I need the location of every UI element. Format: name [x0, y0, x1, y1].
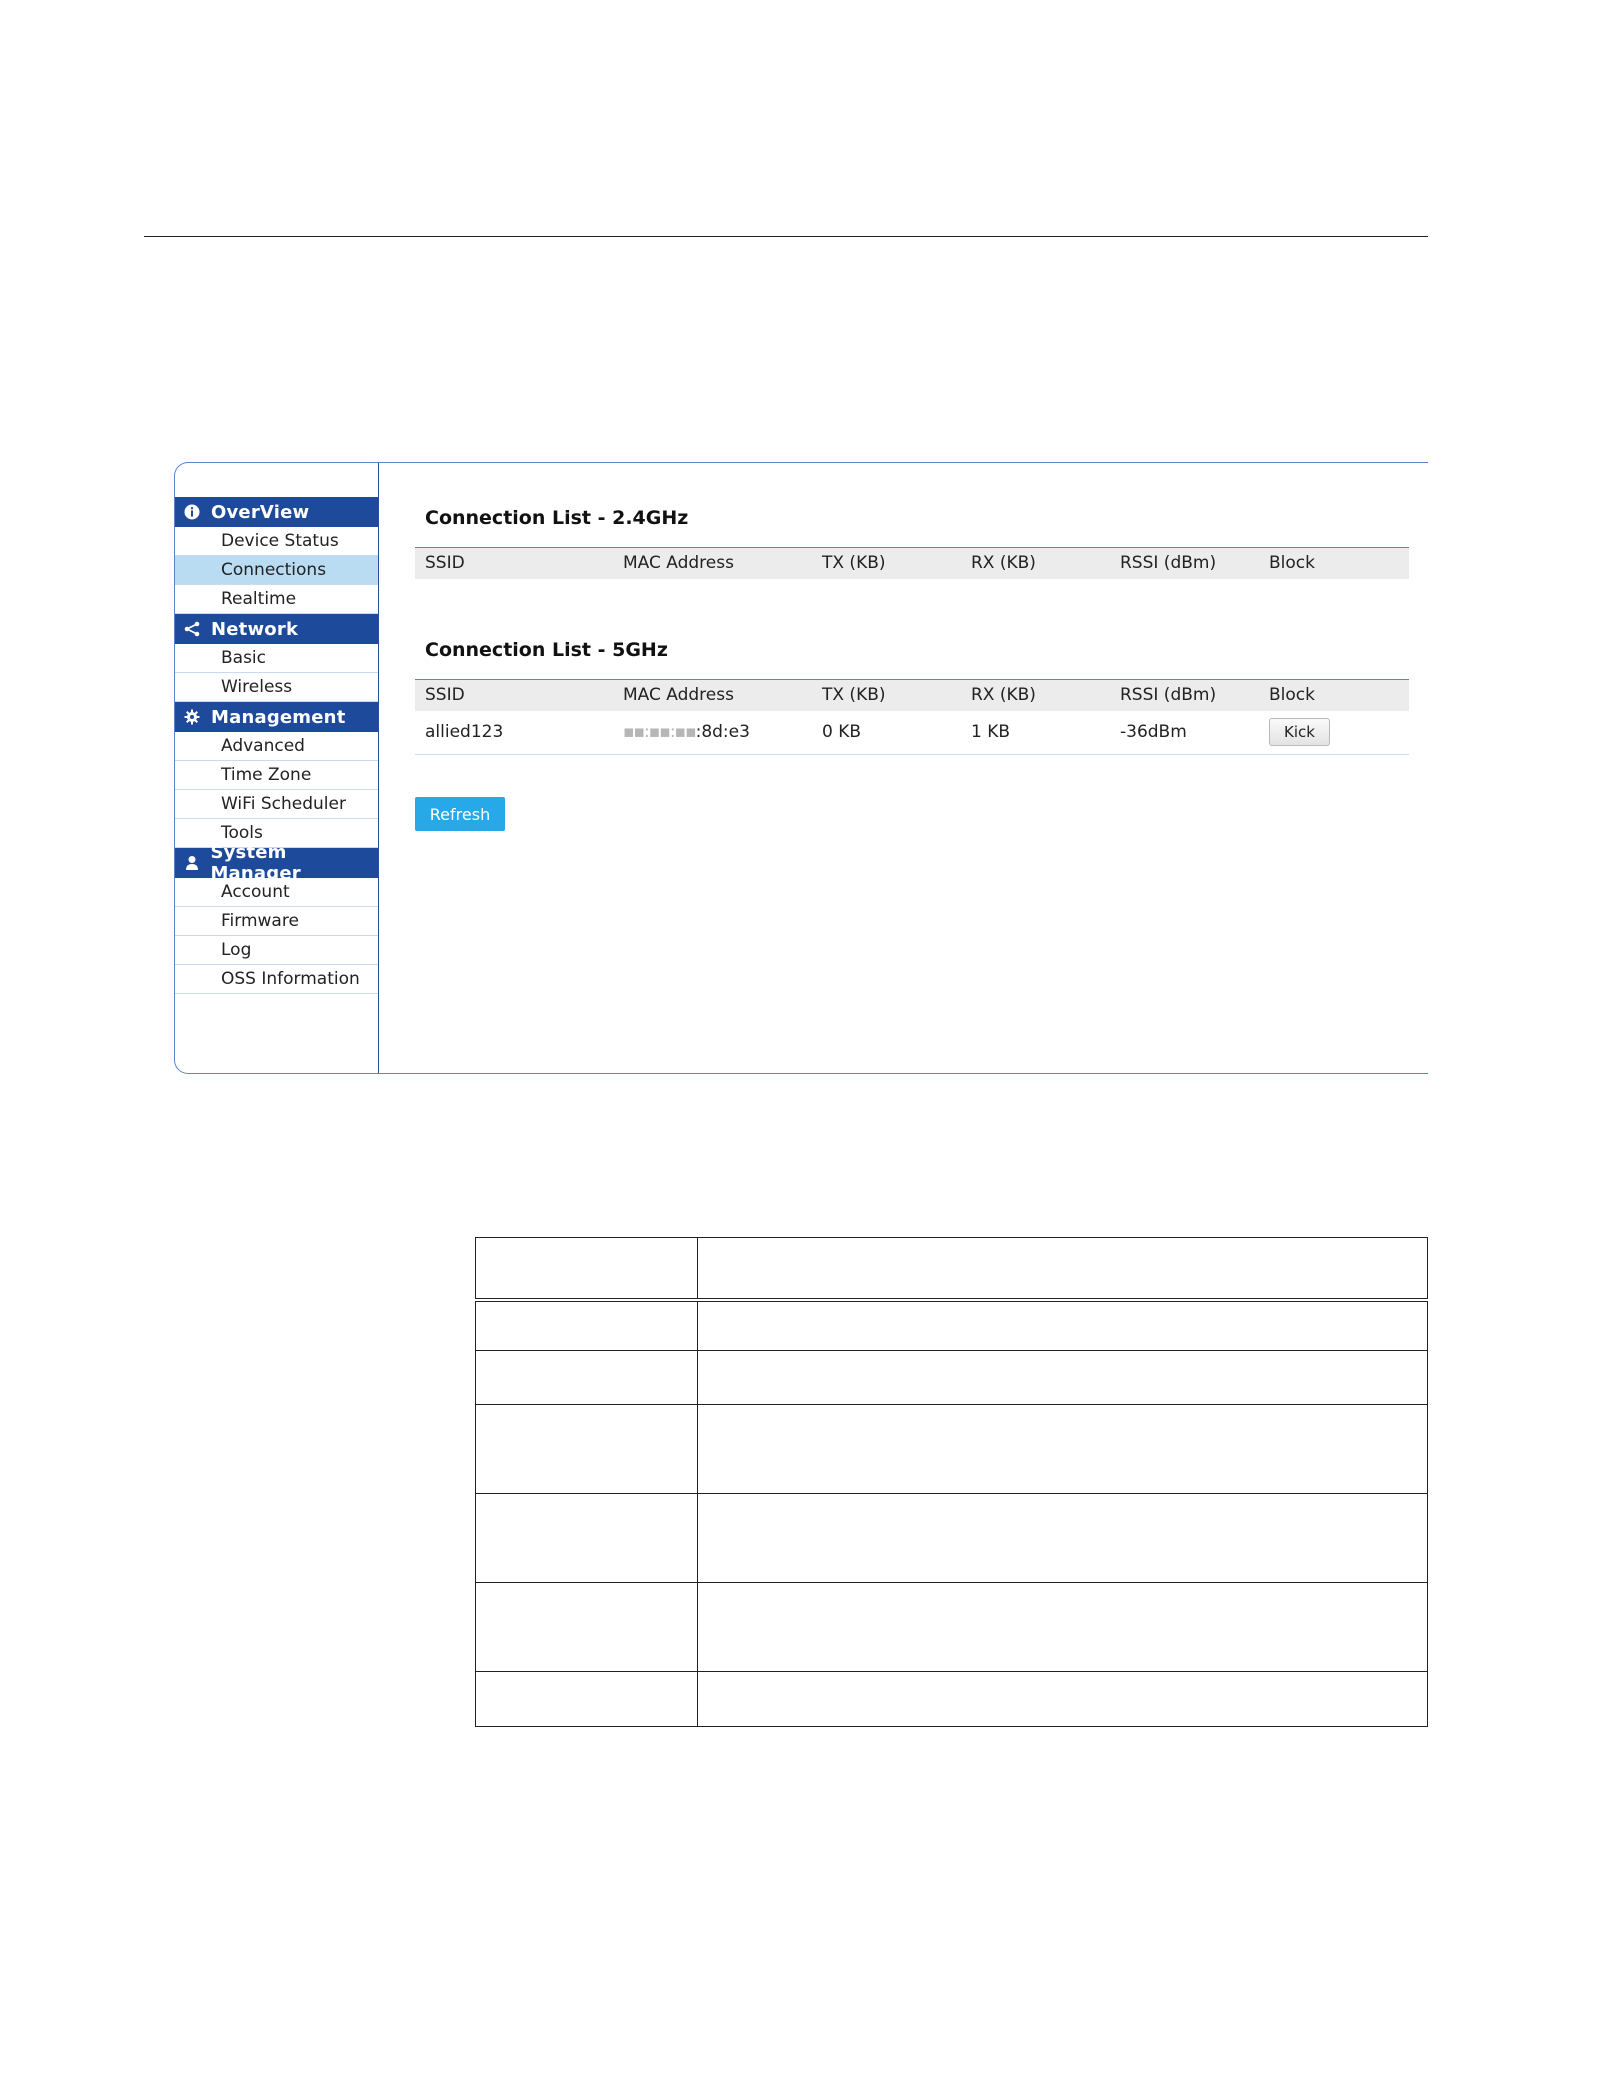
nav-group-management	[175, 702, 378, 848]
nav-group-overview	[175, 497, 378, 614]
sidebar-item-wireless[interactable]: Wireless	[175, 673, 378, 702]
table-cell	[476, 1405, 698, 1494]
sidebar-item-advanced[interactable]: Advanced	[175, 732, 378, 761]
col-tx: TX (KB)	[812, 548, 961, 579]
col-rssi: RSSI (dBm)	[1110, 548, 1259, 579]
table-row	[415, 711, 1409, 755]
table-header-row	[476, 1238, 1428, 1300]
parameter-table	[475, 1237, 1428, 1727]
table-row	[476, 1672, 1428, 1727]
nav-header-management[interactable]	[175, 702, 378, 732]
table-row	[476, 1583, 1428, 1672]
cell-ssid: allied123	[415, 711, 613, 755]
sidebar-top-spacer	[175, 463, 378, 497]
cell-rx: 1 KB	[961, 711, 1110, 755]
nav-header-label: OverView	[211, 501, 310, 523]
sidebar-item-basic[interactable]: Basic	[175, 644, 378, 673]
sidebar-item-device-status[interactable]: Device Status	[175, 527, 378, 556]
cell-mac-address	[613, 711, 812, 755]
sidebar-item-tools[interactable]: Tools	[175, 819, 378, 848]
nav-header-system-manager[interactable]	[175, 842, 378, 884]
col-rx: RX (KB)	[961, 680, 1110, 711]
kick-button[interactable]: Kick	[1269, 718, 1330, 746]
nav-header-label: Management	[211, 706, 346, 728]
table-cell	[698, 1672, 1428, 1727]
sidebar-item-firmware[interactable]: Firmware	[175, 907, 378, 936]
sidebar-item-wifi-scheduler[interactable]: WiFi Scheduler	[175, 790, 378, 819]
table-cell	[476, 1351, 698, 1405]
table-cell	[698, 1300, 1428, 1351]
col-tx: TX (KB)	[812, 680, 961, 711]
page-top-rule	[144, 236, 1428, 237]
cell-block	[1259, 711, 1409, 755]
nav-header-network[interactable]	[175, 614, 378, 644]
table-row	[476, 1494, 1428, 1583]
refresh-button[interactable]: Refresh	[415, 797, 505, 831]
sidebar-item-log[interactable]: Log	[175, 936, 378, 965]
sidebar	[175, 463, 379, 1073]
sidebar-item-time-zone[interactable]: Time Zone	[175, 761, 378, 790]
gear-icon	[183, 708, 201, 726]
table-row	[476, 1300, 1428, 1351]
sidebar-item-realtime[interactable]: Realtime	[175, 585, 378, 614]
table-cell	[698, 1494, 1428, 1583]
mac-blurred-part: ▪▪:▪▪:▪▪	[623, 722, 696, 742]
sidebar-item-account[interactable]: Account	[175, 878, 378, 907]
sidebar-item-oss-information[interactable]: OSS Information	[175, 965, 378, 994]
table-cell	[476, 1238, 698, 1300]
nav-header-label: System Manager	[210, 842, 301, 884]
table-cell	[476, 1494, 698, 1583]
main-content	[379, 463, 1428, 1073]
cell-rssi: -36dBm	[1110, 711, 1259, 755]
col-ssid: SSID	[415, 680, 613, 711]
connection-table-5	[415, 679, 1409, 755]
nav-header-overview[interactable]	[175, 497, 378, 527]
connection-list-5-title: Connection List - 5GHz	[425, 639, 668, 661]
table-cell	[698, 1238, 1428, 1300]
table-cell	[476, 1583, 698, 1672]
col-block: Block	[1259, 548, 1409, 579]
nav-group-system-manager	[175, 842, 378, 994]
table-row	[476, 1351, 1428, 1405]
connections-screenshot	[174, 462, 1428, 1074]
col-rssi: RSSI (dBm)	[1110, 680, 1259, 711]
table-cell	[476, 1300, 698, 1351]
info-circle-icon	[183, 503, 201, 521]
table-cell	[698, 1405, 1428, 1494]
mac-visible-part: :8d:e3	[695, 722, 750, 742]
nav-header-label: Network	[211, 618, 299, 640]
col-rx: RX (KB)	[961, 548, 1110, 579]
share-icon	[183, 620, 201, 638]
table-cell	[698, 1583, 1428, 1672]
col-block: Block	[1259, 680, 1409, 711]
sidebar-item-connections[interactable]: Connections	[175, 556, 378, 585]
user-icon	[183, 854, 200, 872]
cell-tx: 0 KB	[812, 711, 961, 755]
col-mac-address: MAC Address	[613, 680, 812, 711]
table-cell	[698, 1351, 1428, 1405]
connection-list-24-title: Connection List - 2.4GHz	[425, 507, 689, 529]
col-mac-address: MAC Address	[613, 548, 812, 579]
nav-group-network	[175, 614, 378, 702]
table-cell	[476, 1672, 698, 1727]
table-row	[476, 1405, 1428, 1494]
connection-table-24	[415, 547, 1409, 579]
col-ssid: SSID	[415, 548, 613, 579]
